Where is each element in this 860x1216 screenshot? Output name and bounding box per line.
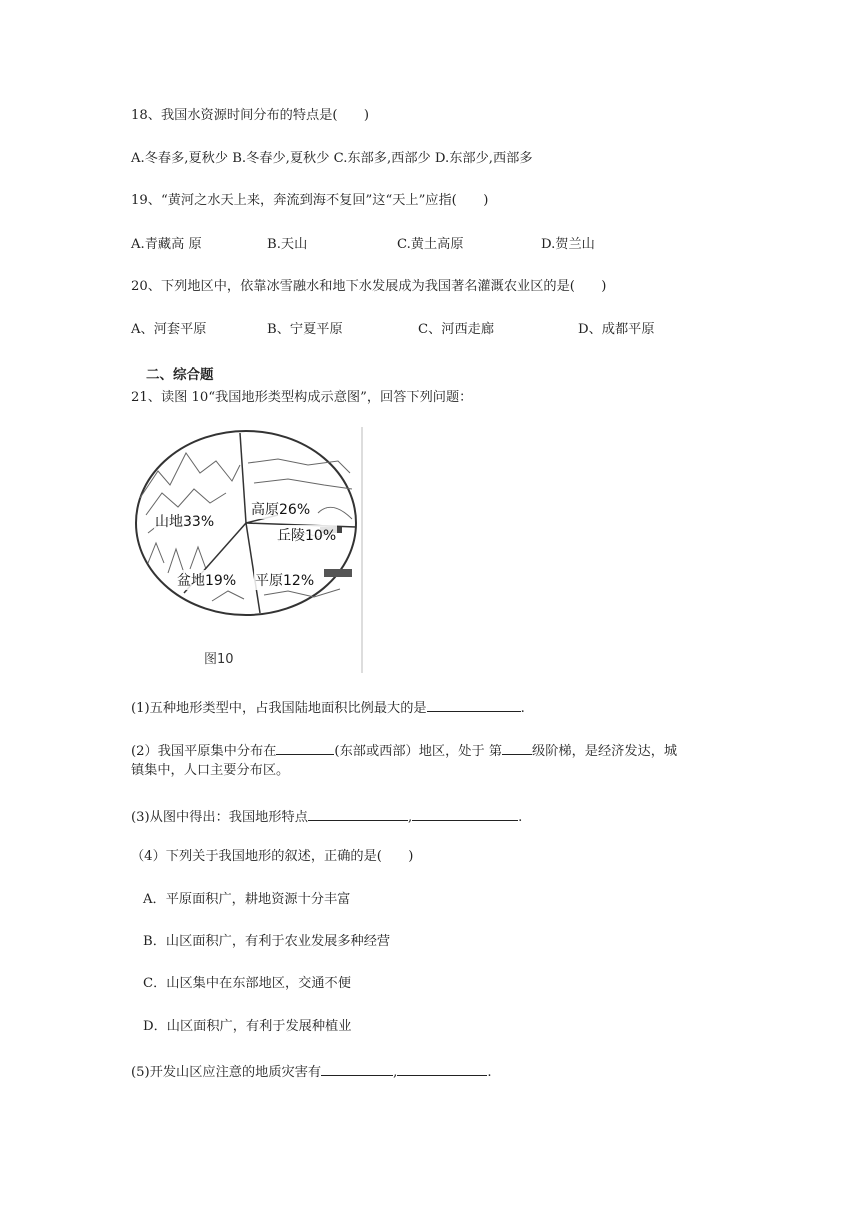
q19-option-c: C.黄土高原 — [397, 237, 464, 252]
q21-sub4-stem: （4）下列关于我国地形的叙述，正确的是( ) — [131, 849, 414, 864]
answer-blank-5b[interactable] — [397, 1061, 487, 1076]
q21-sub2-line2: 镇集中，人口主要分布区。 — [131, 763, 290, 778]
q20-stem: 20、下列地区中，依靠冰雪融水和地下水发展成为我国著名灌溉农业区的是( ) — [131, 279, 607, 294]
label-mountain: 山地33% — [154, 511, 215, 531]
answer-blank-1[interactable] — [427, 697, 521, 712]
q21-sub5 — [131, 1061, 492, 1082]
q18-stem: 18、我国水资源时间分布的特点是( ) — [131, 108, 370, 123]
figure-caption: 图10 — [204, 652, 234, 667]
section-title: 二、综合题 — [146, 367, 214, 383]
q18-options: A.冬春多,夏秋少 B.冬春少,夏秋少 C.东部多,西部少 D.东部少,西部多 — [131, 151, 533, 166]
q21-sub4-option-a: A．平原面积广，耕地资源十分丰富 — [143, 892, 351, 907]
q21-sub3-sep: , — [407, 810, 413, 825]
q21-sub4-option-d: D．山区面积广，有利于发展种植业 — [143, 1019, 352, 1034]
q21-sub5-sep: , — [393, 1065, 398, 1080]
q21-sub3 — [131, 806, 522, 827]
q21-sub2-text-mid: (东部或西部）地区，处于 第 — [334, 744, 503, 759]
label-basin: 盆地19% — [176, 570, 237, 590]
q19-option-d: D.贺兰山 — [541, 237, 595, 252]
q21-sub2-text: (2）我国平原集中分布在 — [131, 744, 277, 759]
q21-sub1-end: . — [520, 701, 525, 716]
q20-option-a: A、河套平原 — [131, 322, 207, 337]
label-plain: 平原12% — [254, 570, 315, 590]
q20-option-b: B、宁夏平原 — [267, 322, 343, 337]
q21-sub1 — [131, 697, 525, 718]
q21-sub2 — [131, 740, 677, 761]
q21-sub5-end: . — [487, 1065, 492, 1080]
answer-blank-3b[interactable] — [412, 806, 518, 821]
q21-sub5-text: (5)开发山区应注意的地质灾害有 — [131, 1065, 322, 1080]
q19-option-a: A.青藏高 原 — [131, 237, 202, 252]
terrain-pie-illustration — [128, 423, 364, 675]
answer-blank-5a[interactable] — [321, 1061, 393, 1076]
q21-sub2-text-end: 级阶梯，是经济发达，城 — [532, 744, 678, 759]
q19-option-b: B.天山 — [267, 237, 308, 252]
q21-sub4-option-c: C．山区集中在东部地区，交通不便 — [143, 976, 351, 991]
q21-stem: 21、读图 10“我国地形类型构成示意图”，回答下列问题： — [131, 390, 473, 405]
q21-sub4-option-b: B．山区面积广，有利于农业发展多种经营 — [143, 934, 391, 949]
answer-blank-2b[interactable] — [502, 740, 532, 755]
answer-blank-3a[interactable] — [308, 806, 408, 821]
q21-sub1-text: (1)五种地形类型中，占我国陆地面积比例最大的是 — [131, 701, 427, 716]
answer-blank-2a[interactable] — [276, 740, 334, 755]
q21-sub3-text: (3)从图中得出：我国地形特点 — [131, 810, 308, 825]
q19-stem: 19、“黄河之水天上来，奔流到海不复回”这“天上”应指( ) — [131, 193, 489, 208]
q20-option-d: D、成都平原 — [578, 322, 655, 337]
figure-10 — [128, 423, 364, 675]
label-hills: 丘陵10% — [276, 525, 337, 545]
q21-sub3-end: . — [518, 810, 523, 825]
q20-option-c: C、河西走廊 — [418, 322, 495, 337]
label-plateau: 高原26% — [250, 499, 311, 519]
